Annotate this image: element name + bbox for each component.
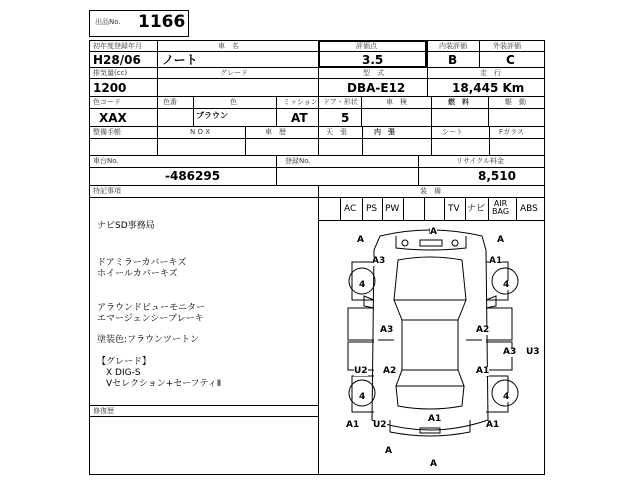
equip-tv: TV	[448, 204, 460, 214]
damage-mark: 4	[503, 280, 510, 290]
note-line: エマージェンシーブレーキ	[97, 314, 204, 324]
car-name-label: 車 名	[218, 42, 239, 50]
mission-label: ミッション	[283, 98, 318, 106]
damage-mark: A	[497, 235, 504, 245]
mission-value: AT	[291, 111, 308, 125]
grade-label: グレード	[220, 69, 248, 77]
damage-mark: A	[385, 446, 392, 456]
damage-mark: A	[357, 235, 364, 245]
damage-mark: A3	[380, 325, 394, 335]
color-code-value: XAX	[99, 111, 127, 125]
displacement-label: 排気量(cc)	[93, 69, 128, 77]
equip-abs: ABS	[520, 204, 538, 214]
damage-mark: A1	[476, 366, 490, 376]
note-line: X DIG-S	[97, 368, 141, 378]
color-no-label: 色番	[163, 98, 177, 106]
equip-airbag: AIR BAG	[492, 199, 510, 217]
damage-mark: A3	[503, 347, 517, 357]
mileage-label: 走 行	[480, 69, 501, 77]
lot-number: 1166	[138, 12, 186, 32]
first-reg-label: 初年度登録年月	[93, 42, 142, 50]
reg-label: 登録No.	[285, 157, 311, 165]
recycle-value: 8,510	[478, 169, 516, 183]
damage-mark: A1	[428, 414, 442, 424]
note-line: 塗装色:フラウンツートン	[97, 335, 200, 345]
first-reg-value: H28/06	[93, 53, 141, 67]
color-code-label: 色コード	[93, 98, 121, 106]
damage-mark: A3	[372, 256, 386, 266]
damage-mark: 4	[503, 392, 510, 402]
damage-mark: A	[430, 227, 437, 237]
chassis-label: 車台No.	[93, 157, 119, 165]
damage-mark: U3	[526, 347, 540, 357]
inspection-label: 車 検	[386, 98, 407, 106]
door-value: 5	[341, 111, 350, 125]
roof-label: 天 張	[326, 128, 347, 136]
equip-ps: PS	[366, 204, 378, 214]
recycle-label: リサイクル料金	[456, 157, 505, 165]
fuel-label: 燃 料	[448, 98, 469, 106]
displacement-value: 1200	[93, 81, 127, 95]
history-label: 車 歴	[265, 128, 286, 136]
note-line: ナビSD事務局	[97, 221, 155, 231]
damage-mark: A2	[383, 366, 397, 376]
nox-label: N O X	[190, 128, 210, 136]
exterior-grade-label: 外装評価	[493, 42, 521, 50]
color-label: 色	[230, 98, 237, 106]
chassis-value: -486295	[165, 169, 221, 183]
manual-label: 整備手帳	[93, 128, 121, 136]
glass-label: Fガラス	[499, 128, 524, 136]
seat-label: シート	[442, 128, 463, 136]
damage-mark: A2	[476, 325, 490, 335]
car-name-value: ノート	[162, 53, 198, 67]
damage-mark: A	[430, 459, 437, 469]
interior-grade-label: 内装評価	[439, 42, 467, 50]
interior-grade-value: B	[448, 53, 458, 67]
damage-mark: 4	[359, 280, 366, 290]
door-label: ドア・形状	[323, 98, 358, 106]
note-line: 【グレード】	[97, 357, 152, 367]
note-line: Vセレクション+セーフティⅡ	[97, 379, 222, 389]
note-line: ホイールカバーキズ	[97, 269, 178, 279]
score-value: 3.5	[362, 53, 384, 67]
note-line: アラウンドビューモニター	[97, 303, 206, 313]
equip-pw: PW	[385, 204, 400, 214]
equip-navi: ナビ	[467, 204, 486, 214]
damage-mark: A1	[489, 256, 503, 266]
mileage-value: 18,445 Km	[452, 81, 525, 95]
drive-label: 駆 動	[505, 98, 526, 106]
model-value: DBA-E12	[347, 81, 406, 95]
lot-label: 出品No.	[95, 18, 121, 26]
exterior-grade-value: C	[506, 53, 515, 67]
note-line: ドアミラーカバーキズ	[97, 258, 187, 268]
equipment-label: 装 備	[420, 187, 441, 195]
score-label: 評価点	[356, 42, 377, 50]
damage-mark: A1	[346, 420, 360, 430]
color-value: ブラウン	[196, 111, 228, 120]
damage-mark: A1	[486, 420, 500, 430]
equip-ac: AC	[344, 204, 357, 214]
inner-lining-label: 内 張	[374, 128, 395, 136]
damage-mark: 4	[359, 392, 366, 402]
damage-mark: U2	[354, 366, 368, 376]
damage-mark: U2	[373, 420, 387, 430]
repair-label: 修復歴	[93, 407, 114, 415]
model-label: 型 式	[363, 69, 384, 77]
notes-label: 特記事項	[93, 187, 121, 195]
